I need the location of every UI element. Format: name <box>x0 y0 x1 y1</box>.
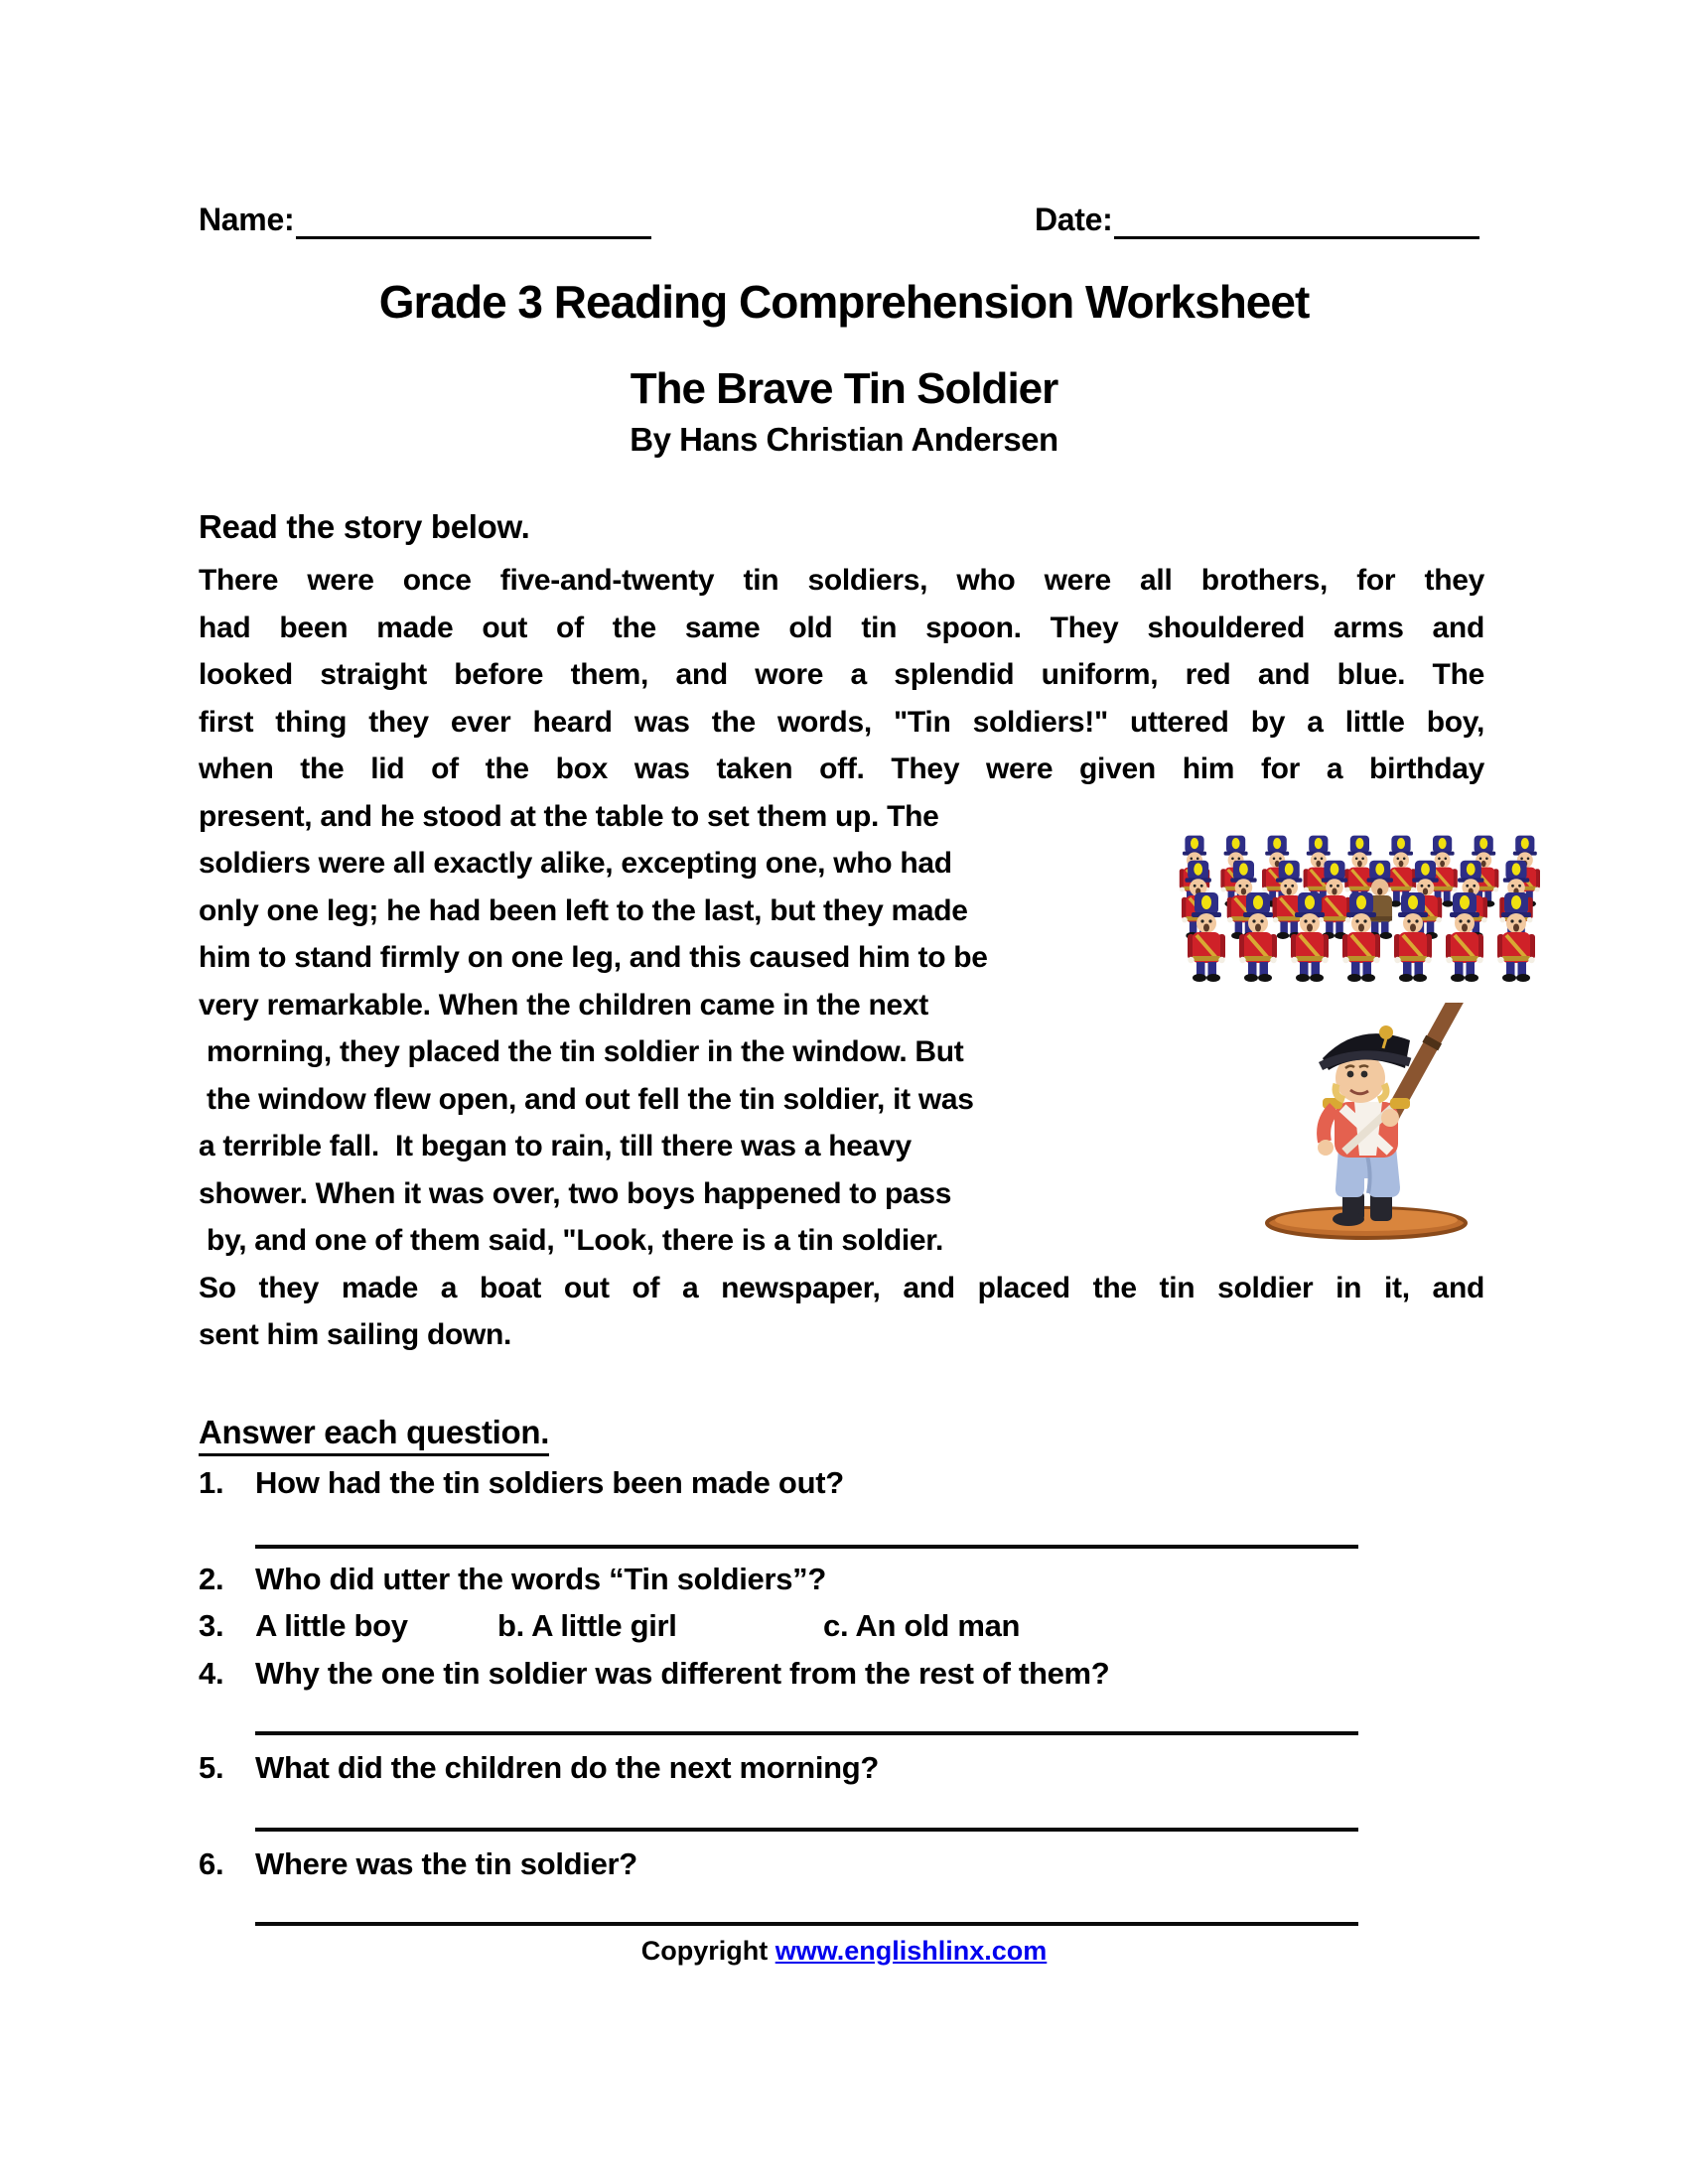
answer-line <box>255 1922 1358 1926</box>
story-line: only one leg; he had been left to the last, but they made <box>199 893 968 927</box>
question-row-4 <box>199 1653 1484 1695</box>
story-line: So they made a boat out of a newspaper, and placed the tin soldier in it, and <box>199 1271 1484 1304</box>
tin-soldiers-group-illustration <box>1167 829 1554 990</box>
question-text: What did the children do the next morning? <box>255 1750 880 1785</box>
name-label: Name: <box>199 202 295 237</box>
question-text: Why the one tin soldier was different from the rest of them? <box>255 1656 1110 1691</box>
question-row-5 <box>199 1747 1484 1789</box>
story-line: sent him sailing down. <box>199 1318 512 1351</box>
option-a: A little boy <box>255 1608 408 1643</box>
story-line: shower. When it was over, two boys happened to pass <box>199 1176 952 1210</box>
story-line: present, and he stood at the table to set them up. The <box>199 799 939 833</box>
story-line: morning, they placed the tin soldier in the window. But <box>199 1035 964 1068</box>
question-number: 4. <box>199 1656 224 1691</box>
question-number: 5. <box>199 1750 224 1785</box>
answer-line <box>255 1828 1358 1832</box>
story-line: the window flew open, and out fell the tin soldier, it was <box>199 1082 974 1116</box>
story-line: soldiers were all exactly alike, excepting one, who had <box>199 847 952 880</box>
option-b: b. A little girl <box>497 1608 677 1643</box>
question-text: How had the tin soldiers been made out? <box>255 1465 844 1500</box>
option-c: c. An old man <box>823 1608 1021 1643</box>
question-number: 2. <box>199 1562 224 1596</box>
story-line: when the lid of the box was taken off. They were given him for a birthday <box>199 752 1484 785</box>
story-line: by, and one of them said, "Look, there is a tin soldier. <box>199 1224 944 1257</box>
question-row-1 <box>199 1462 1484 1504</box>
story-line: looked straight before them, and wore a splendid uniform, red and blue. The <box>199 658 1484 691</box>
answer-line <box>255 1731 1358 1735</box>
name-write-line <box>296 236 651 239</box>
question-row-3 <box>199 1605 1484 1647</box>
tin-soldier-illustration <box>1259 1003 1477 1243</box>
story-title: The Brave Tin Soldier <box>630 364 1058 413</box>
read-instruction: Read the story below. <box>199 508 530 545</box>
answer-line <box>255 1545 1358 1549</box>
date-write-line <box>1114 236 1479 239</box>
story-line: very remarkable. When the children came in the next <box>199 988 928 1022</box>
question-number: 1. <box>199 1465 224 1500</box>
story-line: a terrible fall. It began to rain, till there was a heavy <box>199 1130 912 1162</box>
author-byline: By Hans Christian Andersen <box>630 421 1058 458</box>
question-text: Where was the tin soldier? <box>255 1846 637 1881</box>
question-text: Who did utter the words “Tin soldiers”? <box>255 1562 827 1596</box>
story-line: had been made out of the same old tin spoon. They shouldered arms and <box>199 611 1484 644</box>
copyright-notice <box>0 1934 1688 1968</box>
story-line: him to stand firmly on one leg, and this caused him to be <box>199 941 988 974</box>
question-row-2 <box>199 1559 1484 1600</box>
story-line: first thing they ever heard was the words, "Tin soldiers!" uttered by a little boy, <box>199 705 1484 739</box>
questions-heading: Answer each question. <box>199 1411 549 1454</box>
date-label: Date: <box>1035 202 1113 237</box>
question-row-6 <box>199 1843 1484 1885</box>
worksheet-title: Grade 3 Reading Comprehension Worksheet <box>378 276 1310 328</box>
question-number: 6. <box>199 1846 224 1881</box>
copyright-link[interactable]: www.englishlinx.com <box>774 1936 1048 1966</box>
story-line: There were once five-and-twenty tin soldiers, who were all brothers, for they <box>199 564 1484 597</box>
copyright-label: Copyright <box>640 1936 769 1966</box>
question-number: 3. <box>199 1608 224 1643</box>
